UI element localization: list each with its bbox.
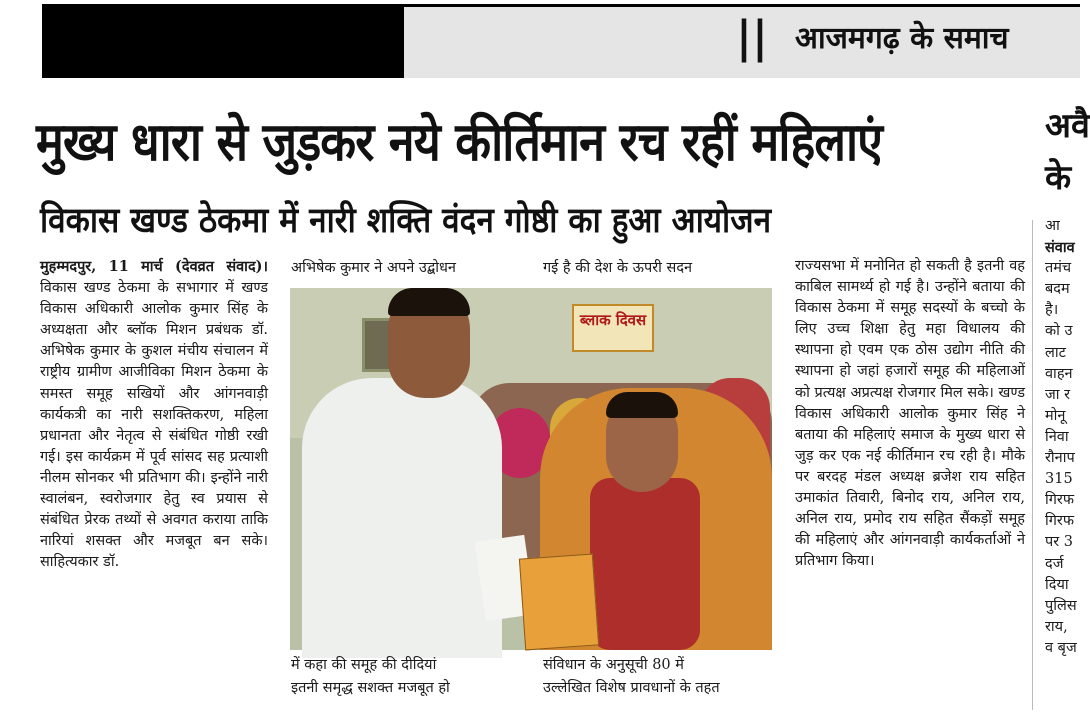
next-article-line: रौनाप [1045,450,1075,467]
next-headline-line2: के [1045,158,1072,198]
column-divider [1032,220,1033,710]
next-article-line: तमंच [1045,260,1072,277]
next-article-line: गिरफ [1045,513,1075,530]
column-2-bottom-line-1: में कहा की समूह की दीदियां [291,657,437,673]
next-article-line: वाहन [1045,365,1073,382]
article-subheadline: विकास खण्ड ठेकमा में नारी शक्ति वंदन गोष्ठी का हुआ आयोजन [40,201,772,241]
next-article-headline [1045,100,1090,204]
sign-text: ब्लाक दिवस [579,311,647,329]
next-article-column [1045,216,1085,659]
next-article-line: संवाव [1045,239,1075,257]
article-column-4 [795,256,1025,572]
article-photo [290,288,772,650]
column-2-top-line: अभिषेक कुमार ने अपने उद्बोधन [291,260,456,276]
next-article-line: पर 3 [1045,534,1074,551]
column-3-top-line: गई है की देश के ऊपरी सदन [543,260,693,276]
photo-banner-sign [572,304,654,352]
next-article-line: पुलिस [1045,597,1077,614]
column-3-bottom-line-2: उल्लेखित विशेष प्रावधानों के तहत [543,680,720,696]
article-byline: मुहम्मदपुर, 11 मार्च (देवव्रत संवाद)। [40,258,268,275]
photo-booklet [519,554,599,651]
next-article-line: आ [1045,218,1060,234]
article-headline: मुख्य धारा से जुड़कर नये कीर्तिमान रच रहीं महिलाएं [36,112,883,173]
next-article-line: लाट [1045,344,1066,361]
photo-man-hair [388,288,470,316]
next-article-line: निवा [1045,428,1069,445]
next-article-line: मोनू [1045,407,1066,424]
column-4-text: राज्यसभा में मनोनित हो सकती है इतनी वह काबिल सामर्थ्य हो गई है। उन्होंने बताया की विकास ठेकमा में समूह सदस्यों के बच्चो के लिए उच्च शिक्षा हेतु महा विधालय की स्थापना हो एवम एक ठोस उद्योग नीति की स्थापना हो जहां हजारों समूह की महिलाओं को प्रत्यक्ष अप्रत्यक्ष रोजगार मिल सके। खण्ड विकास अधिकारी आलोक कुमार सिंह ने बताया की महिलाएं समाज के मुख्य धारा से जुड़ कर एक नई कीर्तिमान रच रही है। मौके पर बरदह मंडल अध्यक्ष ब्रजेश राय सहित उमाकांत तिवारी, बिनोद राय, अनिल राय, अनिल राय, प्रमोद राय सहित सैंकड़ों समूह की महिलाएं और आंगनवाड़ी कार्यकर्ताओं ने प्रतिभाग किया। [795,258,1025,570]
next-article-line: दिया [1045,576,1069,593]
column-2-bottom-line-2: इतनी समृद्ध सशक्त मजबूत हो [291,680,450,696]
section-divider-marks: || [736,12,769,63]
next-article-line: दर्ज [1045,555,1064,572]
next-article-line: गिरफ [1045,492,1075,509]
next-article-line: जा र [1045,386,1071,403]
column-3-bottom-line-1: संविधान के अनुसूची 80 में [543,657,684,673]
section-title: आजमगढ़ के समाच [795,21,1009,56]
article-column-1 [40,256,268,573]
masthead-black-bar [42,4,404,78]
next-article-line: 315 [1045,471,1073,488]
photo-woman-hair [606,392,678,418]
next-headline-line1: अवै [1045,106,1090,146]
column-1-text: विकास खण्ड ठेकमा के सभागार में खण्ड विकास अधिकारी आलोक कुमार सिंह के अध्यक्षता और ब्लॉक मिशन प्रबंधक डॉ. अभिषेक कुमार के कुशल मंचीय संचालन में राष्ट्रीय ग्रामीण आजीविका मिशन ठेकमा के समस्त समूह सखियों और आंगनवाड़ी कार्यकत्री का नारी सशक्तिकरण, महिला प्रधानता और नेतृत्व से संबंधित गोष्ठी रखी गई। इस कार्यक्रम में पूर्व सांसद सह प्रत्याशी नीलम सोनकर भी प्रतिभाग की। इन्होंने नारी स्वालंबन, स्वरोजगार हेतु स्व प्रयास से संबंधित प्रेरक तथ्यों से अवगत कराया ताकि नारियां शसक्त और मजबूत बन सके। साहित्यकार डॉ. [40,280,268,571]
photo-man-figure [302,378,502,658]
photo-woman-saree [590,478,700,650]
next-article-line: को उ [1045,323,1073,340]
next-article-line: व बृज [1045,639,1077,656]
next-article-line: राय, [1045,618,1068,635]
next-article-line: है। [1045,302,1059,319]
next-article-line: बदम [1045,281,1070,298]
